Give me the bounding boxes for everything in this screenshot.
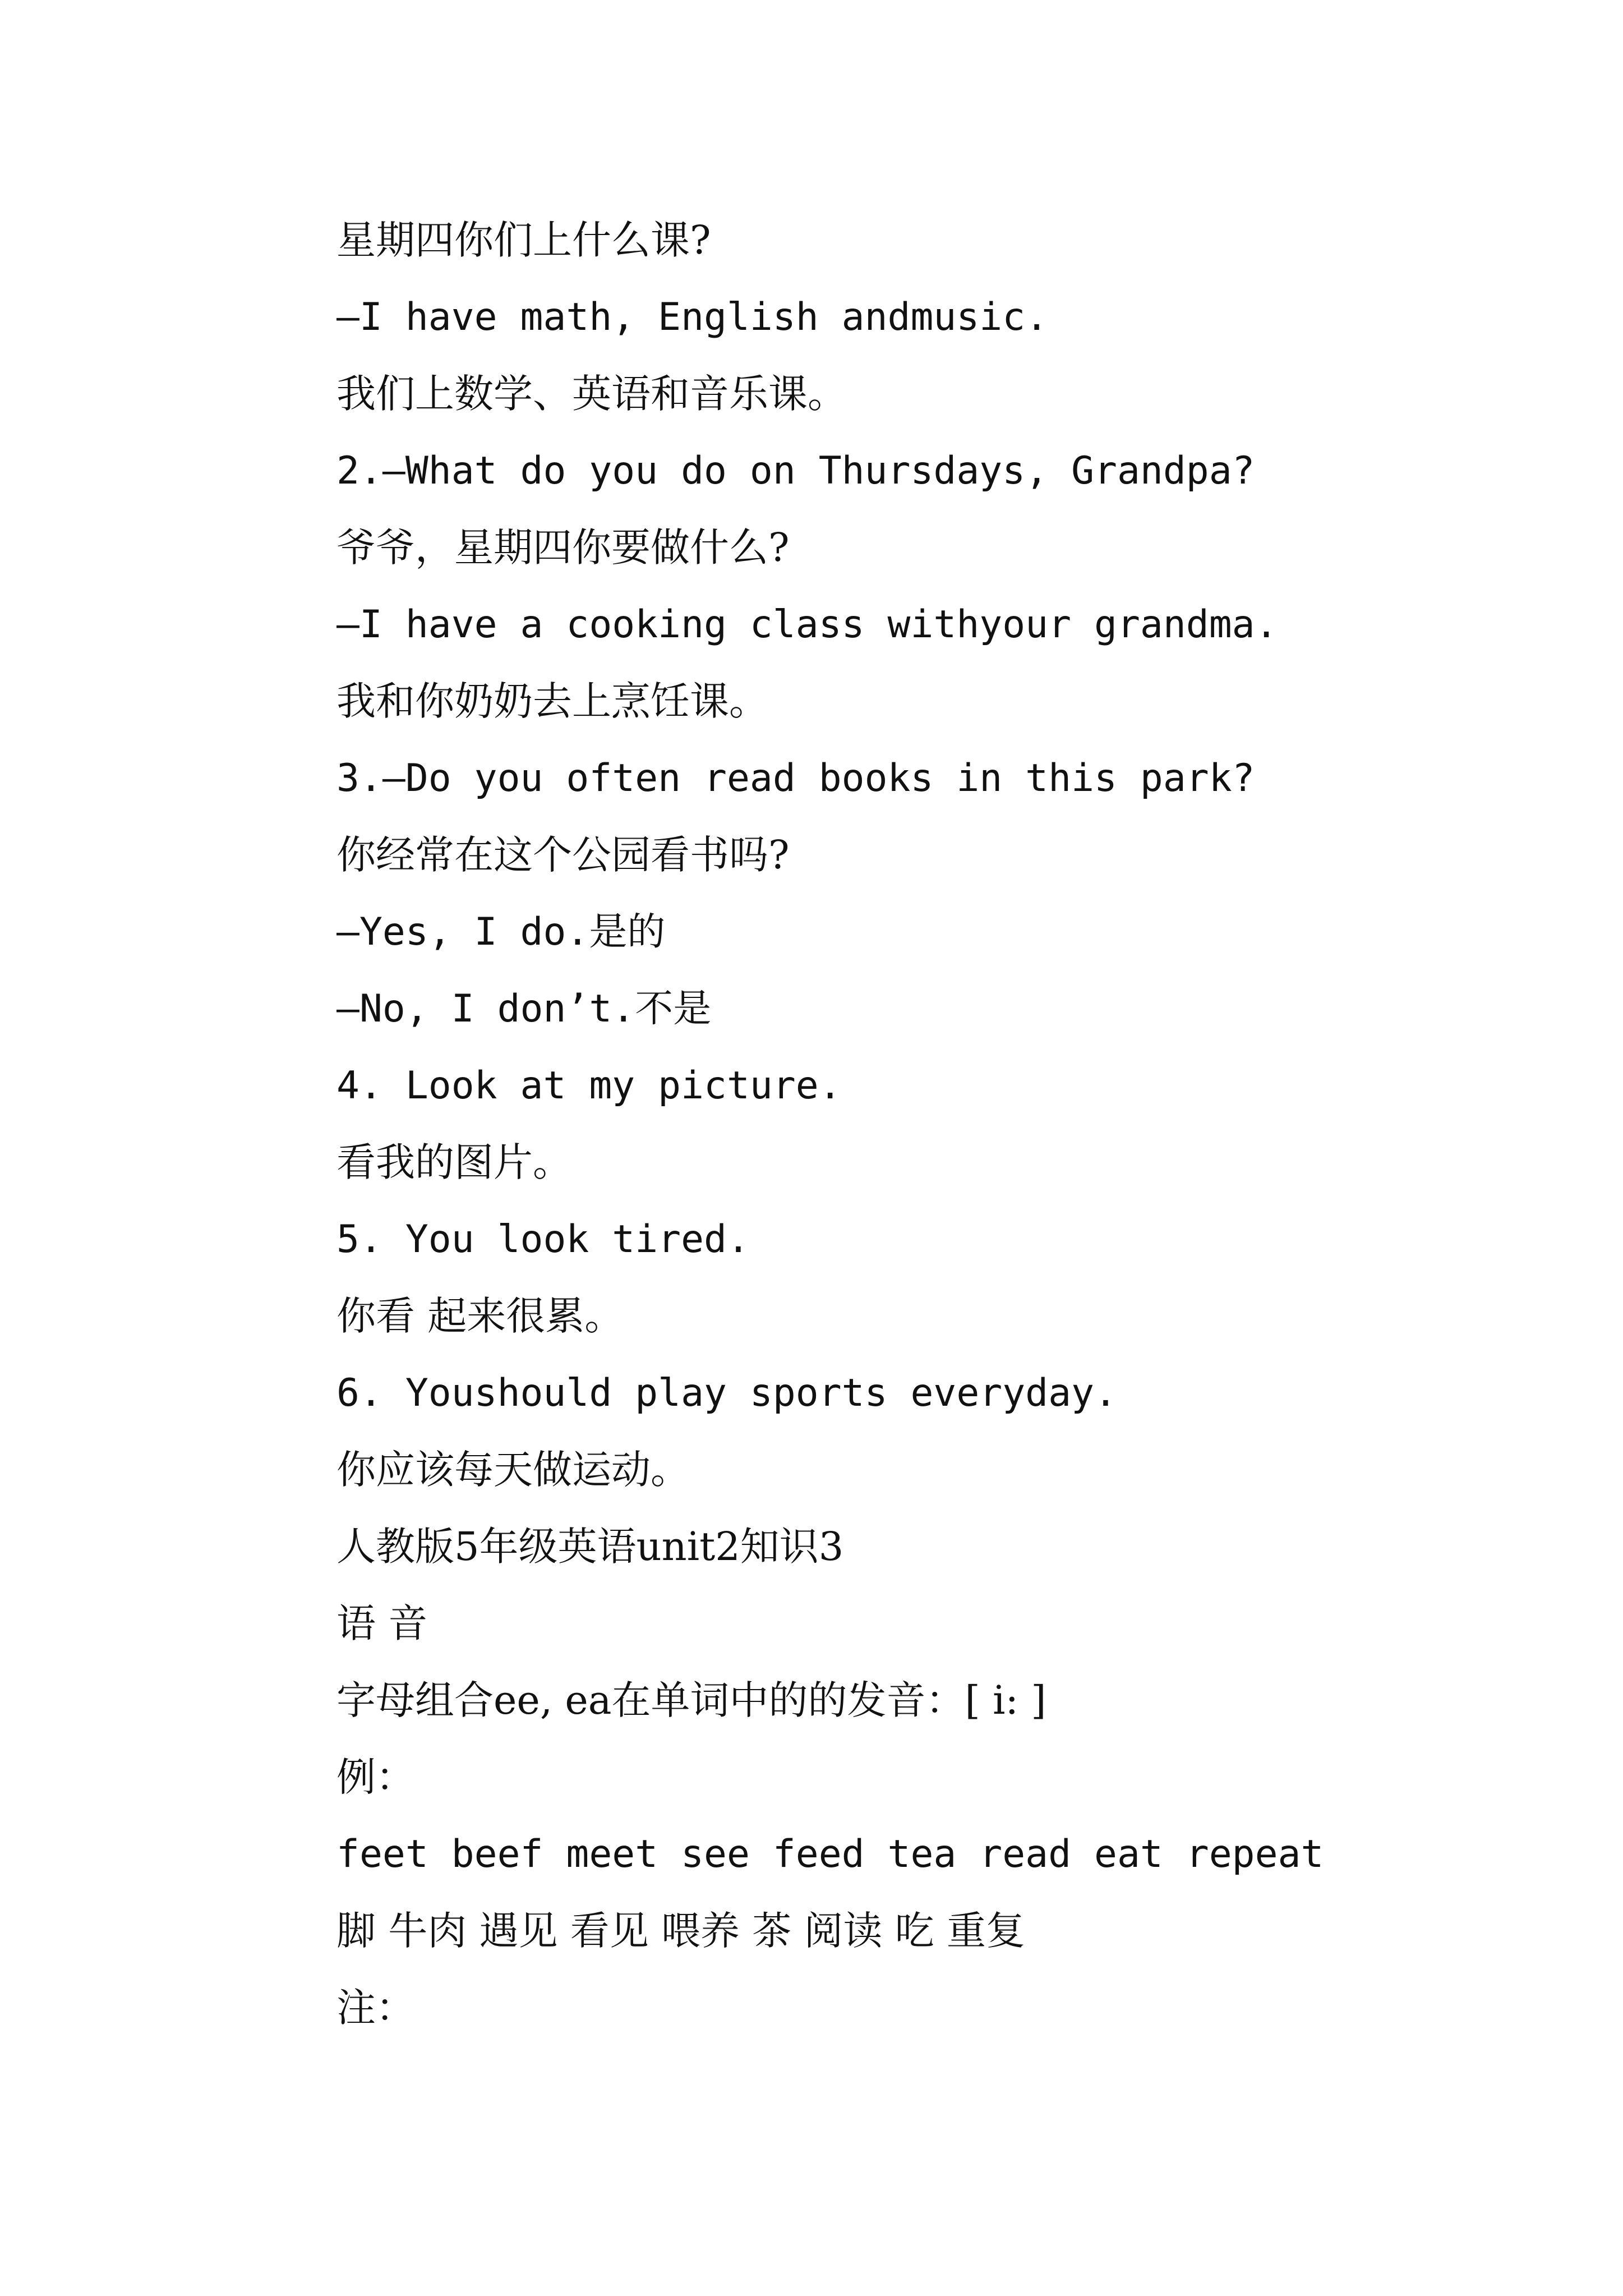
text-line: 看我的图片。 xyxy=(336,1139,572,1185)
document-body xyxy=(336,202,1514,2046)
text-line: 我们上数学、英语和音乐课。 xyxy=(336,371,847,417)
text-line: —No, I don’t.不是 xyxy=(336,987,712,1031)
text-line: 脚 牛肉 遇见 看见 喂养 茶 阅读 吃 重复 xyxy=(336,1908,1026,1954)
text-line: feet beef meet see feed tea read eat repeat xyxy=(336,1832,1324,1876)
text-line: —I have math, English andmusic. xyxy=(336,295,1049,339)
text-line: 星期四你们上什么课? xyxy=(336,217,711,263)
text-line: 你经常在这个公园看书吗? xyxy=(336,832,790,878)
text-line: —I have a cooking class withyour grandma. xyxy=(336,602,1278,647)
text-line: 4. Look at my picture. xyxy=(336,1064,842,1108)
text-line: 3.—Do you often read books in this park? xyxy=(336,756,1255,800)
text-line: 例： xyxy=(336,1754,415,1800)
text-line: 你看 起来很累。 xyxy=(336,1293,624,1339)
text-line: 我和你奶奶去上烹饪课。 xyxy=(336,678,768,724)
text-line: 爷爷，星期四你要做什么? xyxy=(336,524,790,570)
text-line: 2.—What do you do on Thursdays, Grandpa? xyxy=(336,449,1255,493)
section-heading: 人教版5年级英语unit2知识3 xyxy=(336,1524,844,1570)
text-line: 注： xyxy=(336,1985,415,2031)
text-line: 5. You look tired. xyxy=(336,1217,750,1262)
text-line: 字母组合ee, ea在单词中的的发音：[ i: ] xyxy=(336,1677,1046,1723)
text-line: —Yes, I do.是的 xyxy=(336,910,666,954)
text-line: 语 音 xyxy=(336,1600,428,1646)
text-line: 6. Youshould play sports everyday. xyxy=(336,1371,1117,1415)
text-line: 你应该每天做运动。 xyxy=(336,1447,690,1493)
